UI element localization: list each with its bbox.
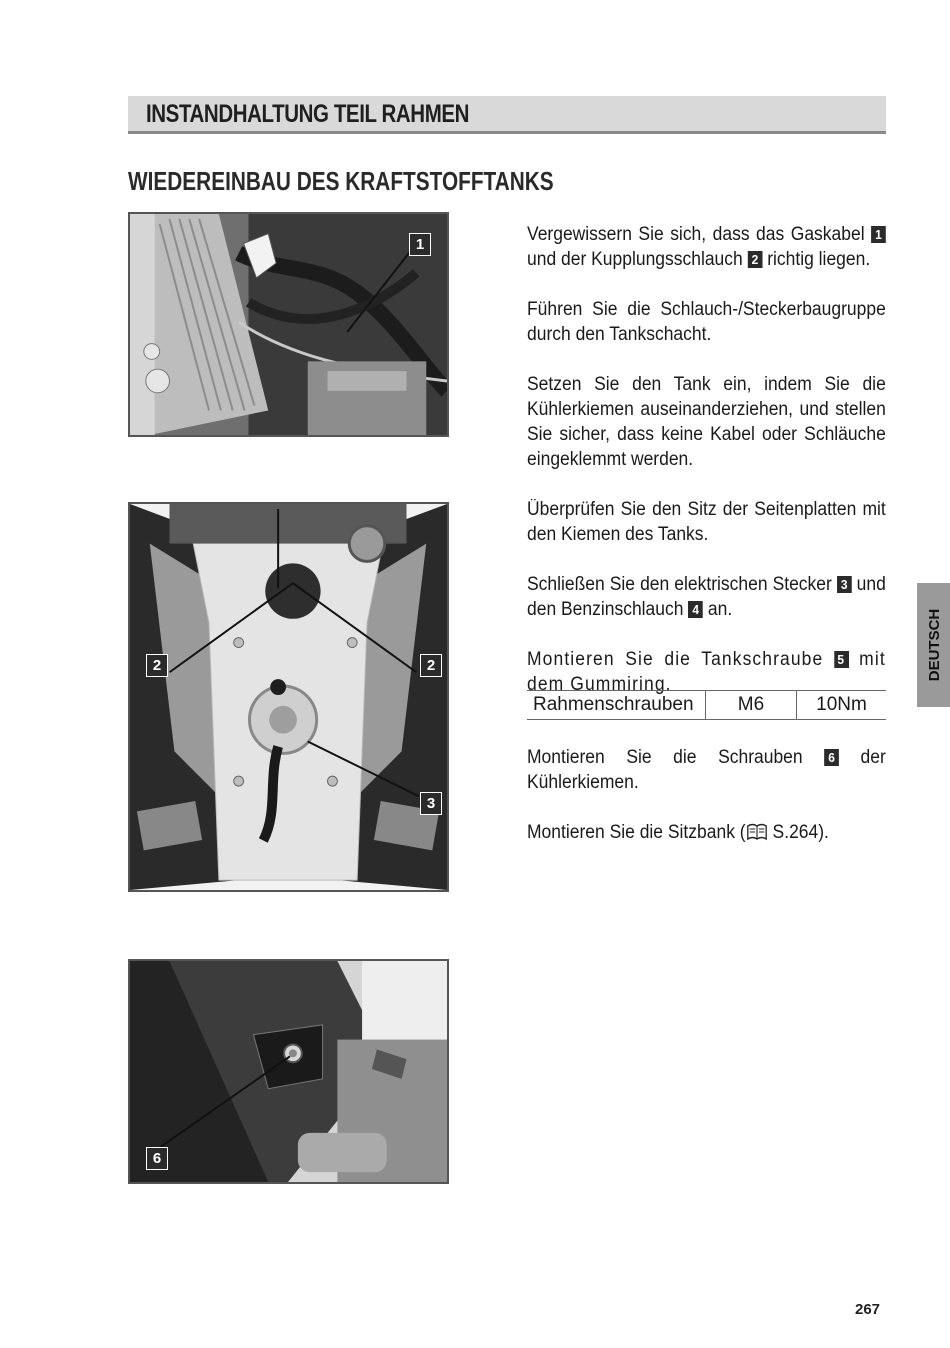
callout-1: 1: [409, 233, 431, 256]
photo-radiator-scoop: [130, 961, 447, 1182]
figure-fuel-tank-top: [128, 502, 449, 892]
step-text: an.: [707, 599, 733, 620]
callout-2-left: 2: [146, 654, 168, 677]
ref-number: 5: [834, 651, 849, 668]
torque-table: [527, 690, 886, 720]
chapter-header: [128, 96, 886, 134]
step-paragraph: Setzen Sie den Tank ein, indem Sie die Kühlerkiemen auseinanderziehen, und stellen Sie sicher, dass keine Kabel oder Schläuche eingeklemmt werden.: [527, 374, 886, 470]
instruction-text-lower: [527, 745, 886, 870]
language-label: DEUTSCH: [926, 608, 943, 682]
step-text: und den Benzinschlauch: [527, 574, 886, 620]
ref-number: 3: [837, 576, 852, 593]
section-title: WIEDEREINBAU DES KRAFTSTOFFTANKS: [128, 166, 554, 196]
step-text: und der Kupplungsschlauch: [527, 249, 743, 270]
step-text: Montieren Sie die Schrauben: [527, 747, 803, 768]
photo-tank-top-view: [130, 504, 447, 890]
book-icon: [746, 823, 768, 841]
table-row: [527, 691, 886, 720]
torque-part: Rahmenschrauben: [527, 691, 706, 720]
torque-value: 10Nm: [797, 691, 887, 720]
figure-radiator-scoop: [128, 959, 449, 1184]
callout-3: 3: [420, 792, 442, 815]
step-paragraph: [527, 222, 886, 272]
step-text: Vergewissern Sie sich, dass das Gaskabel: [527, 224, 865, 245]
step-paragraph: Überprüfen Sie den Sitz der Seitenplatten mit den Kiemen des Tanks.: [527, 499, 886, 545]
language-tab: [917, 583, 950, 707]
chapter-title: INSTANDHALTUNG TEIL RAHMEN: [146, 100, 470, 128]
callout-2-right: 2: [420, 654, 442, 677]
step-text: Montieren Sie die Tankschraube: [527, 649, 824, 670]
step-paragraph: Führen Sie die Schlauch-/Steckerbaugruppe durch den Tankschacht.: [527, 299, 886, 345]
instruction-text: [527, 222, 886, 722]
step-paragraph: [527, 572, 886, 622]
ref-number: 2: [748, 251, 763, 268]
step-text: Montieren Sie die Sitzbank (: [527, 822, 746, 843]
figure-throttle-cable: [128, 212, 449, 437]
callout-6: 6: [146, 1147, 168, 1170]
step-paragraph: [527, 820, 886, 845]
torque-thread: M6: [706, 691, 797, 720]
step-text: Schließen Sie den elektrischen Stecker: [527, 574, 832, 595]
step-text: richtig liegen.: [767, 249, 871, 270]
step-text: der Kühlerkiemen.: [527, 747, 886, 793]
step-text: mit dem Gummiring.: [527, 649, 886, 695]
photo-radiator-engine: [130, 214, 447, 435]
ref-number: 4: [688, 601, 703, 618]
page-number: 267: [855, 1301, 881, 1318]
step-paragraph: [527, 745, 886, 795]
ref-number: 1: [871, 226, 886, 243]
step-text: S.264).: [772, 822, 829, 843]
ref-number: 6: [824, 749, 839, 766]
